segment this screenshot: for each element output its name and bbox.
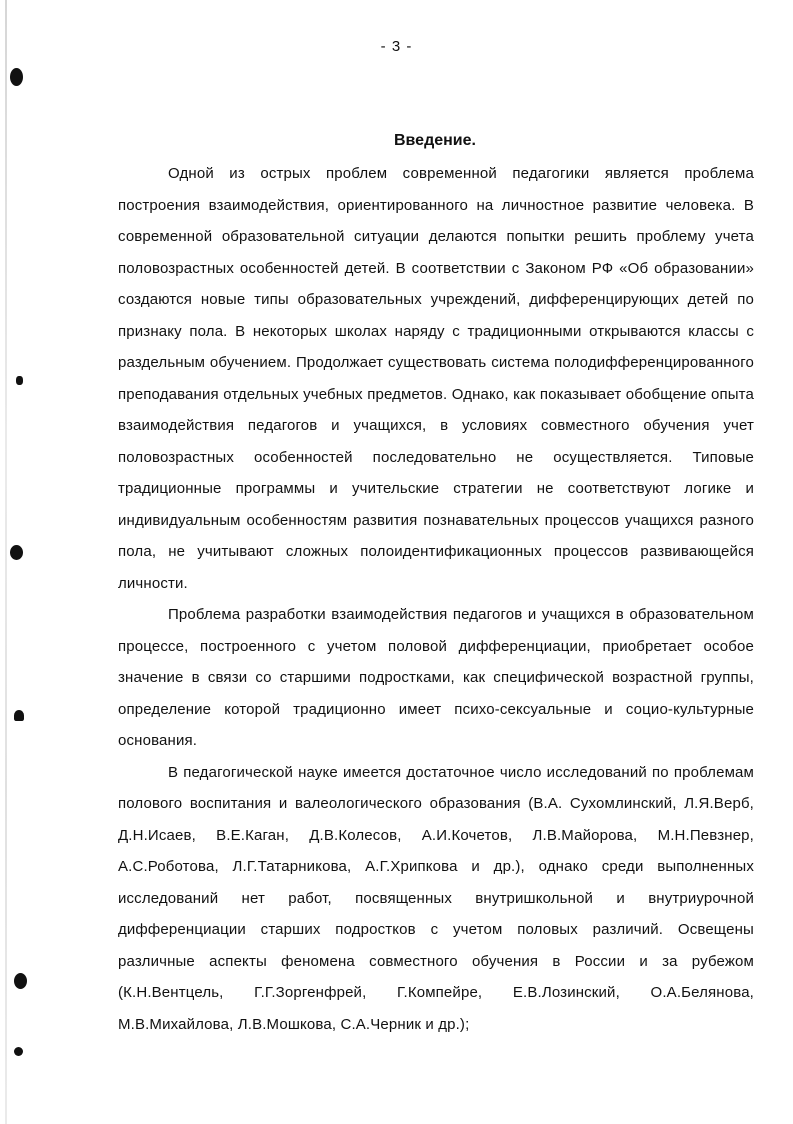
paragraph: В педагогической науке имеется достаточное число исследований по проблемам полового воспитания и валеологического образования (В.А. Сухомлинский, Л.Я.Верб, Д.Н.Исаев, В.Е.Каган, Д.В.Колесов, А.И.Кочетов, Л.В.Майорова, М.Н.Певзнер, А.С.Роботова, Л.Г.Татарникова, А.Г.Хрипкова и др.), однако среди выполненных исследований нет работ, посвященных внутришкольной и внутриурочной дифференциации старших подростков с учетом половых различий. Освещены различные аспекты феномена совместного обучения в России и за рубежом (К.Н.Вентцель, Г.Г.Зоргенфрей, Г.Компейре, Е.В.Лозинский, О.А.Белянова, М.В.Михайлова, Л.В.Мошкова, С.А.Черник и др.); bbox=[118, 763, 754, 1033]
body-text bbox=[118, 158, 754, 1040]
punch-hole-mark bbox=[14, 973, 27, 989]
paragraph: Проблема разработки взаимодействия педагогов и учащихся в образовательном процессе, построенного с учетом половой дифференциации, приобретает особое значение в связи со старшими подростками, как специфической возрастной группы, определение которой традиционно имеет психо-сексуальные и социо-культурные основания. bbox=[118, 606, 754, 749]
page-title: Введение. bbox=[394, 132, 476, 149]
punch-hole-mark bbox=[10, 68, 23, 86]
punch-hole-mark bbox=[16, 376, 23, 385]
scan-edge-shadow bbox=[5, 0, 7, 1124]
punch-hole-mark bbox=[14, 710, 24, 721]
page-number: - 3 - bbox=[380, 38, 413, 55]
punch-hole-mark bbox=[14, 1047, 23, 1056]
paragraph: Одной из острых проблем современной педагогики является проблема построения взаимодействия, ориентированного на личностное развитие человека. В современной образовательной ситуации делаются попытки решить проблему учета половозрастных особенностей детей. В соответствии с Законом РФ «Об образовании» создаются новые типы образовательных учреждений, дифференцирующих детей по признаку пола. В некоторых школах наряду с традиционными открываются классы с раздельным обучением. Продолжает существовать система полодифференцированного преподавания отдельных учебных предметов. Однако, как показывает обобщение опыта взаимодействия педагогов и учащихся, в условиях совместного обучения учет половозрастных особенностей последовательно не осуществляется. Типовые традиционные программы и учительские стратегии не соответствуют логике и индивидуальным особенностям развития познавательных процессов учащихся разного пола, не учитывают сложных полоидентификационных процессов развивающейся личности. bbox=[118, 165, 754, 592]
punch-hole-mark bbox=[10, 545, 23, 560]
